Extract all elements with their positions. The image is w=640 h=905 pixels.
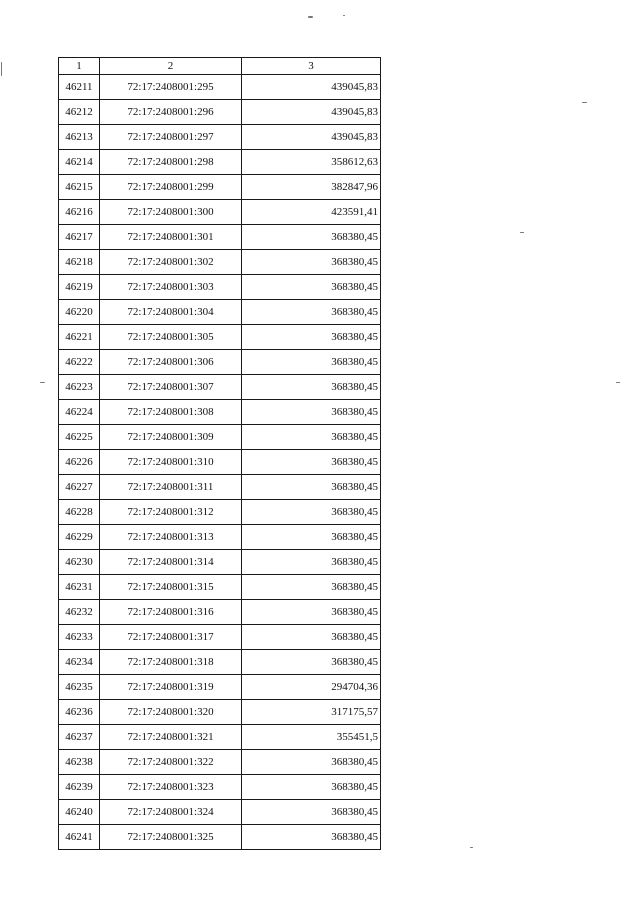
scan-speck — [1, 62, 2, 76]
cadastral-number-cell: 72:17:2408001:310 — [100, 450, 242, 475]
cadastral-number-cell: 72:17:2408001:314 — [100, 550, 242, 575]
table-row — [59, 150, 381, 175]
row-number-cell: 46229 — [59, 525, 100, 550]
row-number-cell: 46222 — [59, 350, 100, 375]
table-row — [59, 450, 381, 475]
table-row — [59, 575, 381, 600]
cadastral-value-cell: 317175,57 — [242, 700, 381, 725]
cadastral-number-cell: 72:17:2408001:306 — [100, 350, 242, 375]
table-row — [59, 800, 381, 825]
cadastral-number-cell: 72:17:2408001:307 — [100, 375, 242, 400]
row-number-cell: 46239 — [59, 775, 100, 800]
scan-speck — [616, 382, 620, 383]
column-header-2: 2 — [100, 58, 242, 75]
cadastral-value-cell: 368380,45 — [242, 350, 381, 375]
row-number-cell: 46216 — [59, 200, 100, 225]
row-number-cell: 46224 — [59, 400, 100, 425]
table-row — [59, 375, 381, 400]
cadastral-number-cell: 72:17:2408001:317 — [100, 625, 242, 650]
table-row — [59, 125, 381, 150]
table-row — [59, 200, 381, 225]
row-number-cell: 46219 — [59, 275, 100, 300]
cadastral-value-cell: 368380,45 — [242, 650, 381, 675]
scan-speck — [343, 15, 345, 16]
cadastral-value-cell: 368380,45 — [242, 600, 381, 625]
cadastral-value-cell: 368380,45 — [242, 625, 381, 650]
registry-table — [58, 57, 381, 850]
cadastral-number-cell: 72:17:2408001:315 — [100, 575, 242, 600]
cadastral-value-cell: 368380,45 — [242, 225, 381, 250]
scan-speck — [40, 382, 45, 383]
cadastral-number-cell: 72:17:2408001:323 — [100, 775, 242, 800]
cadastral-number-cell: 72:17:2408001:297 — [100, 125, 242, 150]
row-number-cell: 46221 — [59, 325, 100, 350]
table-row — [59, 425, 381, 450]
cadastral-number-cell: 72:17:2408001:311 — [100, 475, 242, 500]
cadastral-number-cell: 72:17:2408001:316 — [100, 600, 242, 625]
table-row — [59, 650, 381, 675]
cadastral-value-cell: 439045,83 — [242, 100, 381, 125]
cadastral-number-cell: 72:17:2408001:303 — [100, 275, 242, 300]
row-number-cell: 46211 — [59, 75, 100, 100]
scan-speck — [470, 847, 473, 848]
row-number-cell: 46227 — [59, 475, 100, 500]
table-row — [59, 525, 381, 550]
cadastral-number-cell: 72:17:2408001:299 — [100, 175, 242, 200]
table-row — [59, 675, 381, 700]
cadastral-value-cell: 368380,45 — [242, 775, 381, 800]
table-row — [59, 325, 381, 350]
cadastral-number-cell: 72:17:2408001:309 — [100, 425, 242, 450]
scan-speck — [308, 16, 313, 18]
cadastral-number-cell: 72:17:2408001:324 — [100, 800, 242, 825]
table-row — [59, 250, 381, 275]
cadastral-value-cell: 368380,45 — [242, 250, 381, 275]
cadastral-value-cell: 368380,45 — [242, 575, 381, 600]
cadastral-number-cell: 72:17:2408001:320 — [100, 700, 242, 725]
table-row — [59, 600, 381, 625]
cadastral-number-cell: 72:17:2408001:295 — [100, 75, 242, 100]
cadastral-number-cell: 72:17:2408001:308 — [100, 400, 242, 425]
cadastral-number-cell: 72:17:2408001:302 — [100, 250, 242, 275]
row-number-cell: 46236 — [59, 700, 100, 725]
column-header-1: 1 — [59, 58, 100, 75]
cadastral-value-cell: 368380,45 — [242, 475, 381, 500]
table-row — [59, 725, 381, 750]
cadastral-value-cell: 368380,45 — [242, 275, 381, 300]
row-number-cell: 46223 — [59, 375, 100, 400]
cadastral-value-cell: 368380,45 — [242, 325, 381, 350]
cadastral-value-cell: 368380,45 — [242, 425, 381, 450]
cadastral-number-cell: 72:17:2408001:298 — [100, 150, 242, 175]
cadastral-number-cell: 72:17:2408001:305 — [100, 325, 242, 350]
cadastral-number-cell: 72:17:2408001:319 — [100, 675, 242, 700]
row-number-cell: 46233 — [59, 625, 100, 650]
cadastral-number-cell: 72:17:2408001:325 — [100, 825, 242, 850]
table-row — [59, 275, 381, 300]
cadastral-value-cell: 368380,45 — [242, 375, 381, 400]
table-row — [59, 700, 381, 725]
cadastral-value-cell: 368380,45 — [242, 300, 381, 325]
row-number-cell: 46234 — [59, 650, 100, 675]
column-header-3: 3 — [242, 58, 381, 75]
row-number-cell: 46238 — [59, 750, 100, 775]
table-row — [59, 500, 381, 525]
table-row — [59, 625, 381, 650]
cadastral-number-cell: 72:17:2408001:300 — [100, 200, 242, 225]
cadastral-number-cell: 72:17:2408001:321 — [100, 725, 242, 750]
cadastral-value-cell: 423591,41 — [242, 200, 381, 225]
cadastral-number-cell: 72:17:2408001:322 — [100, 750, 242, 775]
cadastral-number-cell: 72:17:2408001:312 — [100, 500, 242, 525]
cadastral-number-cell: 72:17:2408001:304 — [100, 300, 242, 325]
cadastral-value-cell: 368380,45 — [242, 450, 381, 475]
cadastral-value-cell: 355451,5 — [242, 725, 381, 750]
row-number-cell: 46232 — [59, 600, 100, 625]
row-number-cell: 46226 — [59, 450, 100, 475]
row-number-cell: 46241 — [59, 825, 100, 850]
cadastral-number-cell: 72:17:2408001:301 — [100, 225, 242, 250]
cadastral-value-cell: 368380,45 — [242, 400, 381, 425]
row-number-cell: 46217 — [59, 225, 100, 250]
row-number-cell: 46214 — [59, 150, 100, 175]
cadastral-value-cell: 439045,83 — [242, 75, 381, 100]
row-number-cell: 46215 — [59, 175, 100, 200]
cadastral-value-cell: 368380,45 — [242, 750, 381, 775]
table-row — [59, 750, 381, 775]
row-number-cell: 46212 — [59, 100, 100, 125]
table-row — [59, 775, 381, 800]
table-row — [59, 475, 381, 500]
table-row — [59, 75, 381, 100]
cadastral-value-cell: 368380,45 — [242, 525, 381, 550]
row-number-cell: 46231 — [59, 575, 100, 600]
table-header-row — [59, 58, 381, 75]
table-row — [59, 550, 381, 575]
cadastral-value-cell: 368380,45 — [242, 800, 381, 825]
row-number-cell: 46228 — [59, 500, 100, 525]
table-row — [59, 825, 381, 850]
cadastral-value-cell: 368380,45 — [242, 500, 381, 525]
row-number-cell: 46218 — [59, 250, 100, 275]
cadastral-value-cell: 368380,45 — [242, 825, 381, 850]
cadastral-value-cell: 439045,83 — [242, 125, 381, 150]
cadastral-number-cell: 72:17:2408001:313 — [100, 525, 242, 550]
cadastral-value-cell: 382847,96 — [242, 175, 381, 200]
row-number-cell: 46225 — [59, 425, 100, 450]
row-number-cell: 46230 — [59, 550, 100, 575]
table-row — [59, 350, 381, 375]
table-row — [59, 300, 381, 325]
cadastral-number-cell: 72:17:2408001:318 — [100, 650, 242, 675]
scan-speck — [582, 102, 587, 103]
row-number-cell: 46213 — [59, 125, 100, 150]
table-row — [59, 400, 381, 425]
table-row — [59, 175, 381, 200]
cadastral-value-cell: 358612,63 — [242, 150, 381, 175]
row-number-cell: 46220 — [59, 300, 100, 325]
cadastral-value-cell: 368380,45 — [242, 550, 381, 575]
cadastral-number-cell: 72:17:2408001:296 — [100, 100, 242, 125]
table-row — [59, 225, 381, 250]
cadastral-value-cell: 294704,36 — [242, 675, 381, 700]
row-number-cell: 46237 — [59, 725, 100, 750]
table-row — [59, 100, 381, 125]
row-number-cell: 46240 — [59, 800, 100, 825]
scan-speck — [520, 232, 524, 233]
row-number-cell: 46235 — [59, 675, 100, 700]
